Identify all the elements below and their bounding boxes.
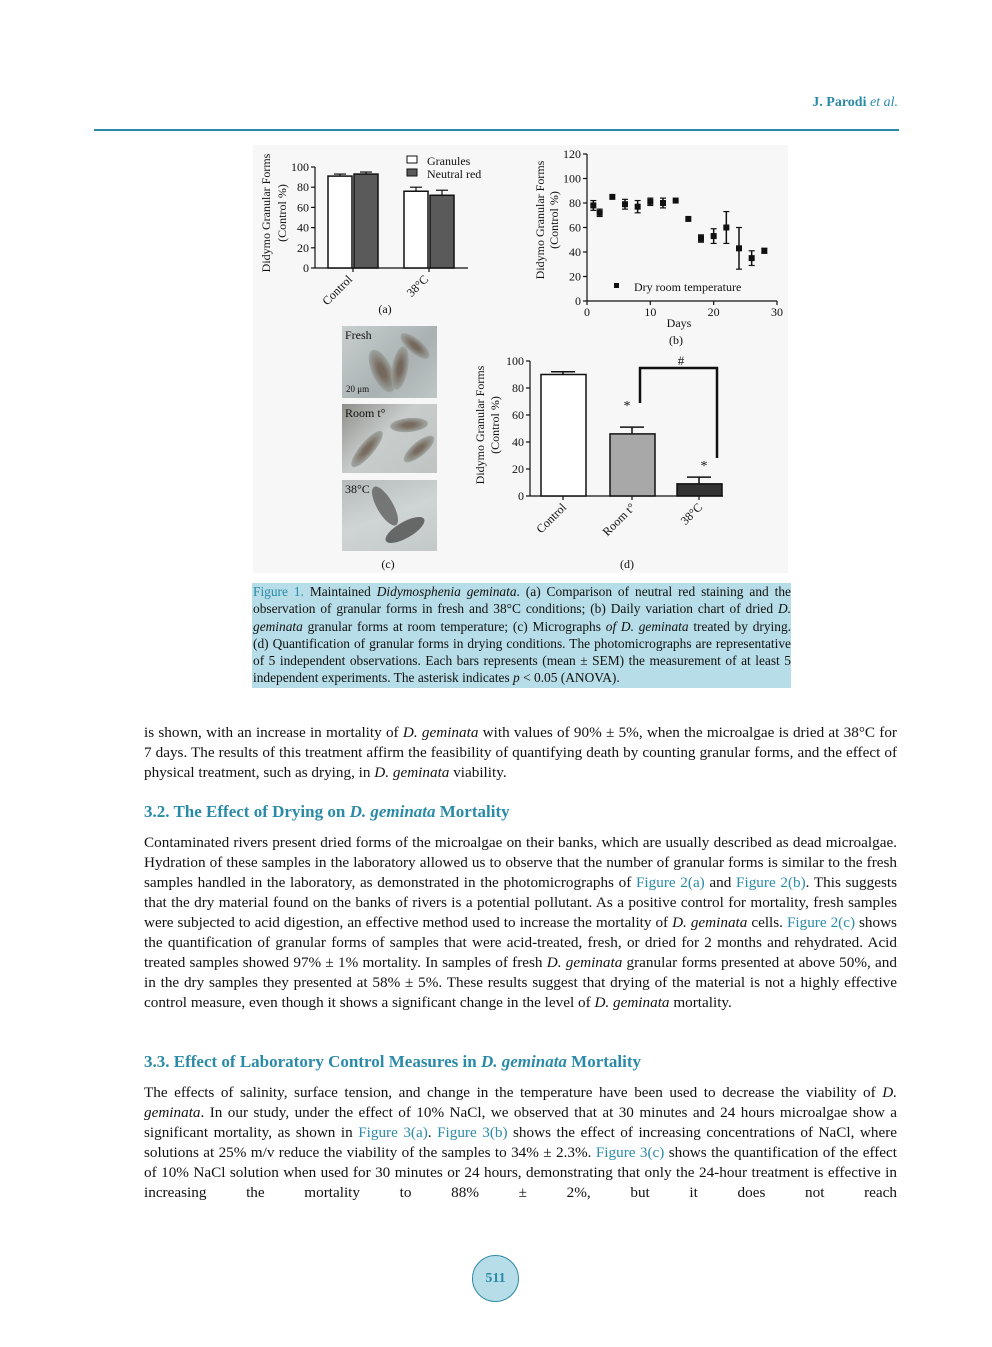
text-run: Mortality xyxy=(566,1052,642,1071)
x-tick-label: 0 xyxy=(584,305,590,319)
y-tick-label: 60 xyxy=(512,408,524,422)
y-tick-label: 120 xyxy=(563,147,581,161)
y-tick-label: 0 xyxy=(303,261,309,275)
data-point xyxy=(647,199,653,205)
bar-1 xyxy=(610,434,655,496)
micrograph-label: 38°C xyxy=(345,482,370,496)
data-point xyxy=(749,255,755,261)
y-tick-label: 100 xyxy=(563,171,581,186)
page-number: 511 xyxy=(472,1255,519,1302)
data-point xyxy=(673,198,679,204)
text-run: granular forms presented at above 50%, and in the dry samples they presented at 58% ± 5%. These results suggest that drying of the material is not a highly effective control measure, even though it shows a significant change in the level of xyxy=(144,954,897,1011)
text-run: shows the effect of increasing concentrations of NaCl, where solutions at 25% m/v reduce the viability of the samples to 34% ± 2.3%. xyxy=(144,1124,897,1161)
italic-text: D. geminata xyxy=(144,1084,897,1121)
data-point xyxy=(723,225,729,231)
micrograph-fresh xyxy=(342,326,437,398)
text-run: with values of 90% ± 5%, when the microalgae is dried at 38°C for 7 days. The results of this treatment affirm the feasibility of quantifying death by counting granular forms, and the effect of physical treatment, such as drying, in xyxy=(144,724,897,781)
data-point xyxy=(609,194,615,200)
text-run: The effects of salinity, surface tension, and change in the temperature have been used to decrease the viability of xyxy=(144,1084,883,1101)
x-tick-label: 10 xyxy=(644,305,657,319)
y-tick-label: 60 xyxy=(569,220,581,235)
y-tick-label: 60 xyxy=(297,200,309,215)
figure-link[interactable]: Figure 2(c) xyxy=(786,914,856,931)
x-tick-label: Room t° xyxy=(599,500,639,539)
italic-text: D. geminata xyxy=(349,802,436,821)
legend-marker xyxy=(614,283,619,288)
text-run: Maintained xyxy=(303,584,377,599)
legend-label: Neutral red xyxy=(427,167,482,181)
italic-text: D. geminata xyxy=(546,954,623,971)
text-run: granular forms at room temperature; (c) Micrographs xyxy=(302,618,606,634)
micrograph-label: Room t° xyxy=(345,406,386,420)
text-run: 3.2. The Effect of Drying on xyxy=(144,802,350,821)
panel-label: (c) xyxy=(381,557,395,571)
figure-link[interactable]: Figure 2(a) xyxy=(635,874,705,891)
italic-text: D. geminata xyxy=(594,994,670,1011)
panel-label: (a) xyxy=(378,302,392,316)
x-axis-label: Days xyxy=(666,316,692,330)
bar-0 xyxy=(541,375,586,497)
y-axis-label: Didymo Granular Forms xyxy=(473,365,487,485)
figure-caption xyxy=(252,583,791,688)
y-tick-label: 100 xyxy=(506,354,524,368)
text-run: mortality. xyxy=(669,994,732,1011)
paragraph xyxy=(144,833,897,1013)
bar-neutral-red xyxy=(354,174,378,268)
text-run: < 0.05 (ANOVA). xyxy=(519,670,620,686)
y-tick-label: 80 xyxy=(297,180,309,195)
italic-text: p xyxy=(513,670,520,686)
text-run: and xyxy=(704,874,737,891)
text-run: Mortality xyxy=(435,802,510,821)
significance-asterisk: * xyxy=(623,399,631,414)
figure-link[interactable]: Figure 2(b) xyxy=(736,874,806,891)
y-axis-label: Didymo Granular Forms xyxy=(533,160,547,280)
text-run: is shown, with an increase in mortality of xyxy=(144,724,403,741)
panel-label: (d) xyxy=(620,557,634,571)
y-tick-label: 20 xyxy=(297,240,309,255)
data-point xyxy=(622,201,628,207)
y-tick-label: 100 xyxy=(291,160,309,174)
data-point xyxy=(711,233,717,239)
micrograph-room-temp xyxy=(342,404,437,473)
significance-hash: # xyxy=(677,353,685,368)
figure-link[interactable]: Figure 3(c) xyxy=(595,1144,665,1161)
bar-2 xyxy=(677,484,722,496)
text-run: . In our study, under the effect of 10% NaCl, we observed that at 30 minutes and 24 hours microalgae show a significant mortality, as shown in xyxy=(144,1104,897,1141)
figure-charts xyxy=(0,0,992,600)
y-tick-label: 20 xyxy=(512,462,524,476)
text-run: treated by drying. (d) Quantification of granular forms in drying conditions. The photomicrographs are representative of 5 independent observations. Each bars represents (mean ± SEM) the measurement of at least 5 independent experiments. The asterisk indicates xyxy=(253,618,791,686)
y-tick-label: 40 xyxy=(297,220,309,235)
x-tick-label: 38°C xyxy=(677,500,706,528)
legend-label: Granules xyxy=(427,154,471,168)
figure-link[interactable]: Figure 3(b) xyxy=(437,1124,508,1141)
x-tick-label: 20 xyxy=(707,305,720,319)
italic-text: of D. geminata xyxy=(605,618,689,634)
y-tick-label: 40 xyxy=(569,245,581,259)
x-tick-label: Control xyxy=(533,500,570,537)
italic-text: D. geminata xyxy=(480,1052,567,1071)
text-run: shows the quantification of granular forms of samples that were acid-treated, fresh, or dried for 2 months and rehydrated. Acid treated samples showed 97% ± 1% mortality. In samples of fresh xyxy=(144,914,897,971)
panel-label: (b) xyxy=(669,333,683,347)
data-point xyxy=(590,202,596,208)
scale-bar-label: 20 μm xyxy=(346,384,370,394)
header-author: J. Parodi xyxy=(812,95,867,110)
x-tick-label: 38°C xyxy=(403,272,432,300)
legend-swatch xyxy=(407,156,417,163)
significance-asterisk: * xyxy=(700,459,708,474)
figure-label: Figure 1. xyxy=(253,584,304,599)
text-run: Contaminated rivers present dried forms of the microalgae on their banks, which are usually described as dead microalgae. Hydration of these samples in the laboratory allowed us to observe that the number of granular forms is similar to the fresh samples handled in the laboratory, as demonstrated in the photomicrographs of xyxy=(144,834,897,891)
text-run: 3.3. Effect of Laboratory Control Measures in xyxy=(144,1052,481,1071)
italic-text: Didymosphenia geminata xyxy=(376,584,517,599)
text-run: viability. xyxy=(449,764,507,781)
text-run: . (a) Comparison of neutral red staining and the observation of granular forms in fresh and 38°C conditions; (b) Daily variation chart of dried xyxy=(253,584,791,617)
y-tick-label: 40 xyxy=(512,435,524,449)
bar-granules xyxy=(328,176,352,268)
y-axis-label: (Control %) xyxy=(488,396,502,454)
x-tick-label: Control xyxy=(319,272,356,309)
micrograph-label: Fresh xyxy=(345,328,372,342)
bar-granules xyxy=(404,191,428,268)
micrograph-38c xyxy=(342,480,437,551)
text-run: cells. xyxy=(747,914,787,931)
legend-swatch xyxy=(407,169,417,176)
text-run: . This suggests that the dry material found on the banks of rivers is a potential pollutant. As a positive control for mortality, fresh samples were subjected to acid digestion, an effective method used to increase the mortality of xyxy=(144,874,897,931)
data-point xyxy=(736,245,742,251)
data-point xyxy=(698,236,704,242)
y-tick-label: 80 xyxy=(512,381,524,395)
data-point xyxy=(635,204,641,210)
italic-text: D. geminata xyxy=(374,764,450,781)
data-point xyxy=(761,248,767,254)
y-axis-label: Didymo Granular Forms xyxy=(259,153,273,273)
y-tick-label: 80 xyxy=(569,196,581,210)
paragraph xyxy=(144,723,897,783)
section-heading-3-3 xyxy=(144,1052,641,1072)
data-point xyxy=(597,210,603,216)
text-run: . xyxy=(427,1124,438,1141)
italic-text: D. geminata xyxy=(253,601,791,634)
italic-text: D. geminata xyxy=(672,914,748,931)
data-point xyxy=(660,200,666,206)
paragraph xyxy=(144,1083,897,1203)
header-etal: et al. xyxy=(870,95,898,110)
x-tick-label: 30 xyxy=(771,305,783,319)
y-axis-label: (Control %) xyxy=(275,184,289,242)
legend-label: Dry room temperature xyxy=(634,280,742,294)
data-point xyxy=(685,216,691,222)
figure-link[interactable]: Figure 3(a) xyxy=(358,1124,428,1141)
y-axis-label: (Control %) xyxy=(547,191,561,249)
y-tick-label: 0 xyxy=(518,489,524,503)
section-heading-3-2 xyxy=(144,802,510,822)
y-tick-label: 20 xyxy=(569,269,581,284)
bar-neutral-red xyxy=(430,195,454,268)
y-tick-label: 0 xyxy=(575,294,581,308)
italic-text: D. geminata xyxy=(402,724,479,741)
text-run: shows the quantification of the effect of 10% NaCl solution when used for 30 minutes or 24 hours, demonstrating that only the 24-hour treatment is effective in increasing the mortality to 88% ± 2%, but it does not reach xyxy=(144,1144,897,1201)
